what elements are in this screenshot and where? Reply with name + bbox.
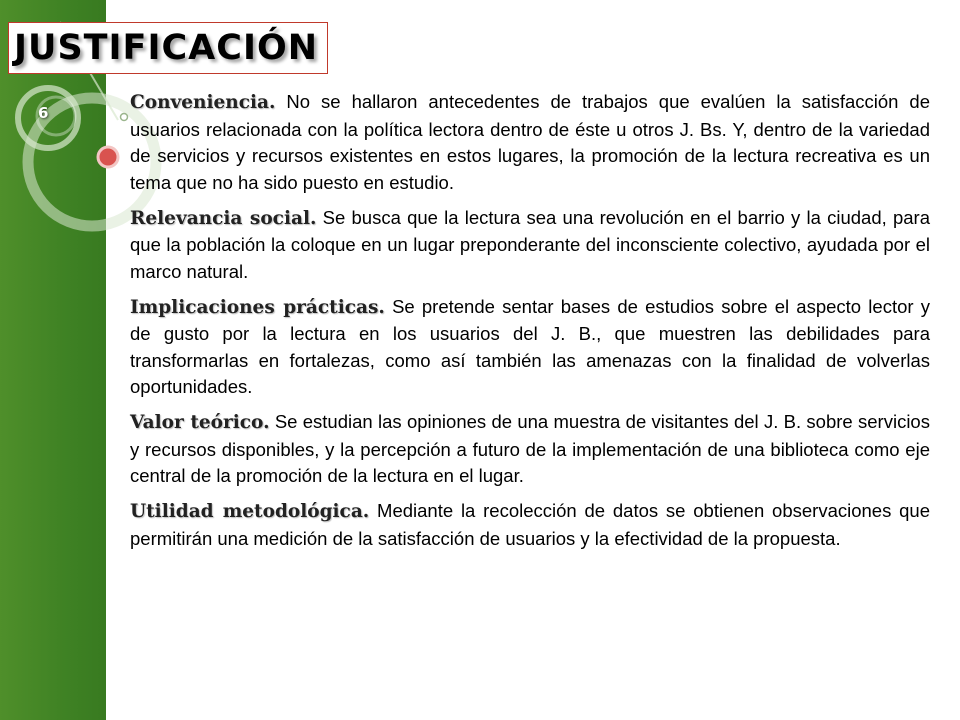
small-dot xyxy=(121,114,128,121)
section-valor-teorico xyxy=(130,409,930,490)
content-body xyxy=(130,89,930,561)
accent-dot xyxy=(98,147,118,167)
section-term: Valor teórico. xyxy=(130,412,270,433)
section-text: Se busca que la lectura sea una revolución en el barrio y la ciudad, para que la población la coloque en un lugar preponderante del inconsciente colectivo, ayudada por el marco natural. xyxy=(130,206,931,282)
section-term: Conveniencia. xyxy=(130,92,276,113)
slide-number: 6 xyxy=(38,104,49,122)
section-term: Implicaciones prácticas. xyxy=(130,296,385,318)
section-relevancia-social xyxy=(130,205,930,286)
section-term: Relevancia social. xyxy=(130,207,317,229)
slide-title: JUSTIFICACIÓN xyxy=(14,28,319,68)
section-term: Utilidad metodológica. xyxy=(130,501,370,522)
section-conveniencia xyxy=(130,89,930,196)
section-text: No se hallaron antecedentes de trabajos que evalúen la satisfacción de usuarios relacionada con la política lectora dentro de éste u otros J. Bs. Y, dentro de la variedad de servicios y recursos existentes en estos lugares, la promoción de la lectura recreativa es un tema que no ha sido puesto en estudio. xyxy=(130,91,930,193)
section-text: Se pretende sentar bases de estudios sobre el aspecto lector y de gusto por la lectura en los usuarios del J. B., que muestren las debilidades para transformarlas en fortalezas, como así también las amenazas con la finalidad de volverlas oportunidades. xyxy=(130,295,930,397)
section-text: Mediante la recolección de datos se obtienen observaciones que permitirán una medición de la satisfacción de usuarios y la efectividad de la propuesta. xyxy=(130,500,930,549)
section-implicaciones-practicas xyxy=(130,294,930,401)
section-text: Se estudian las opiniones de una muestra de visitantes del J. B. sobre servicios y recursos disponibles, y la percepción a futuro de la implementación de una biblioteca como eje central de la promoción de la lectura en el lugar. xyxy=(130,411,930,486)
section-utilidad-metodologica xyxy=(130,498,930,552)
